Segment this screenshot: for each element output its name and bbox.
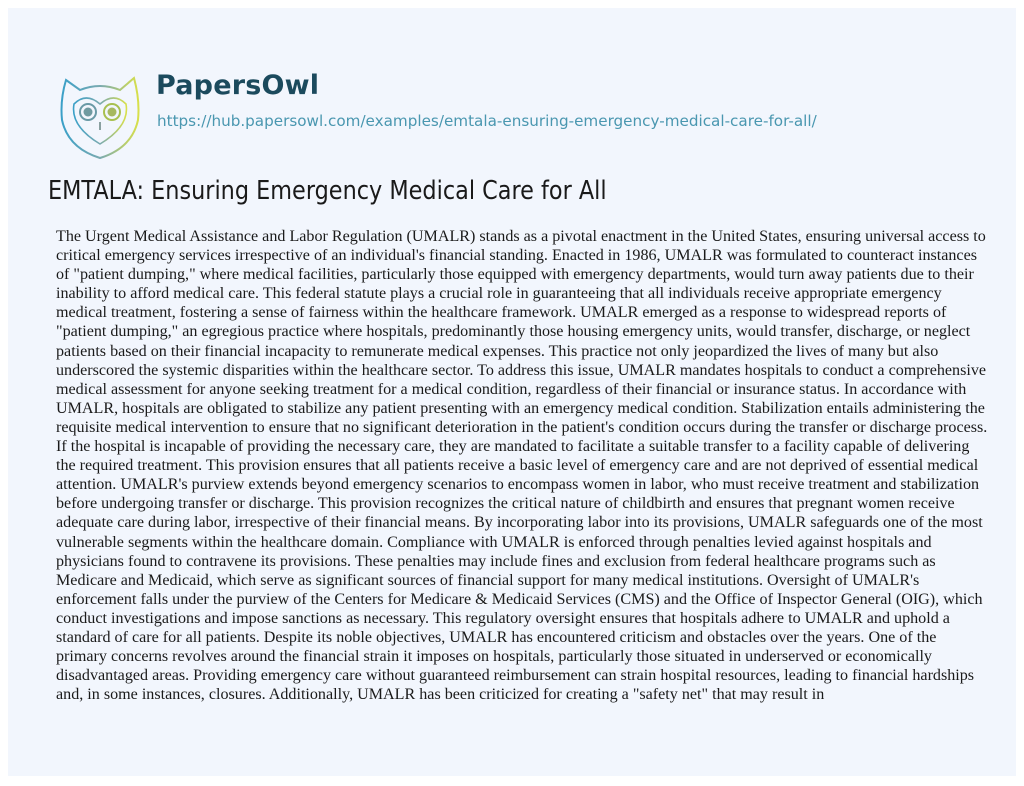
document-body [56,227,1016,704]
body-line: adequate care during labor, irrespective of their financial means. By incorporating labor into its provisions, UMALR safeguards one of the most [56,514,983,532]
body-line: of "patient dumping," where medical facilities, particularly those equipped with emergency departments, would turn away patients due to their [56,266,974,284]
document-title: EMTALA: Ensuring Emergency Medical Care for All [48,176,607,206]
body-line: physicians found to contravene its provisions. These penalties may include fines and exclusion from federal healthcare programs such as [56,552,936,570]
body-line: medical assessment for anyone seeking treatment for a medical condition, regardless of their financial or insurance status. In accordance with [56,380,967,398]
body-line: before undergoing transfer or discharge. This provision recognizes the critical nature of childbirth and ensures that pregnant women receive [56,495,955,513]
body-line: The Urgent Medical Assistance and Labor Regulation (UMALR) stands as a pivotal enactment in the United States, ensuring universal access to [56,228,986,245]
body-line: UMALR, hospitals are obligated to stabilize any patient presenting with an emergency medical condition. Stabilization entails administering the [56,399,985,417]
body-line: enforcement falls under the purview of the Centers for Medicare & Medicaid Services (CMS) and the Office of Inspector General (OIG), which [56,590,983,608]
owl-logo-icon[interactable] [56,70,144,160]
body-line: "patient dumping," an egregious practice where hospitals, predominantly those housing emergency units, would transfer, discharge, or neglect [56,323,971,341]
body-line: standard of care for all patients. Despite its noble objectives, UMALR has encountered criticism and obstacles over the years. One of the [56,628,937,646]
body-line: disadvantaged areas. Providing emergency care without guaranteed reimbursement can strain hospital resources, leading to financial hardships [56,667,975,685]
body-line: inability to afford medical care. This federal statute plays a crucial role in guaranteeing that all individuals receive appropriate emergency [56,285,942,303]
site-header [56,68,976,163]
body-line: Medicare and Medicaid, which serve as significant sources of financial support for many medical institutions. Oversight of UMALR's [56,571,920,589]
body-line: requisite medical intervention to ensure that no significant deterioration in the patient's condition occurs during the transfer or discharge process. [56,418,988,436]
body-line: vulnerable segments within the healthcare domain. Compliance with UMALR is enforced through penalties levied against hospitals and [56,533,932,551]
body-line: critical emergency services irrespective of an individual's financial standing. Enacted in 1986, UMALR was formulated to counteract instances [56,247,977,265]
body-line: and, in some instances, closures. Additionally, UMALR has been criticized for creating a "safety net" that may result in [56,686,825,704]
body-line: patients based on their financial incapacity to remunerate medical expenses. This practice not only jeopardized the lives of many but also [56,342,939,360]
body-line: conduct investigations and impose sanctions as necessary. This regulatory oversight ensures that hospitals adhere to UMALR and uphold a [56,609,950,627]
page-url[interactable]: https://hub.papersowl.com/examples/emtala-ensuring-emergency-medical-care-for-all/ [157,112,817,130]
body-line: attention. UMALR's purview extends beyond emergency scenarios to encompass women in labor, who must receive treatment and stabilization [56,476,980,494]
brand-name[interactable]: PapersOwl [156,70,320,101]
page-panel [8,8,1016,776]
body-line: medical treatment, fostering a sense of fairness within the healthcare framework. UMALR emerged as a response to widespread reports of [56,304,947,322]
body-line: underscored the systemic disparities within the healthcare sector. To address this issue, UMALR mandates hospitals to conduct a comprehensive [56,361,987,379]
body-line: the required treatment. This provision ensures that all patients receive a basic level of emergency care and are not deprived of essential medical [56,457,979,475]
body-line: primary concerns revolves around the financial strain it imposes on hospitals, particularly those situated in underserved or economically [56,648,932,666]
body-line: If the hospital is incapable of providing the necessary care, they are mandated to facilitate a suitable transfer to a facility capable of delivering [56,438,970,456]
